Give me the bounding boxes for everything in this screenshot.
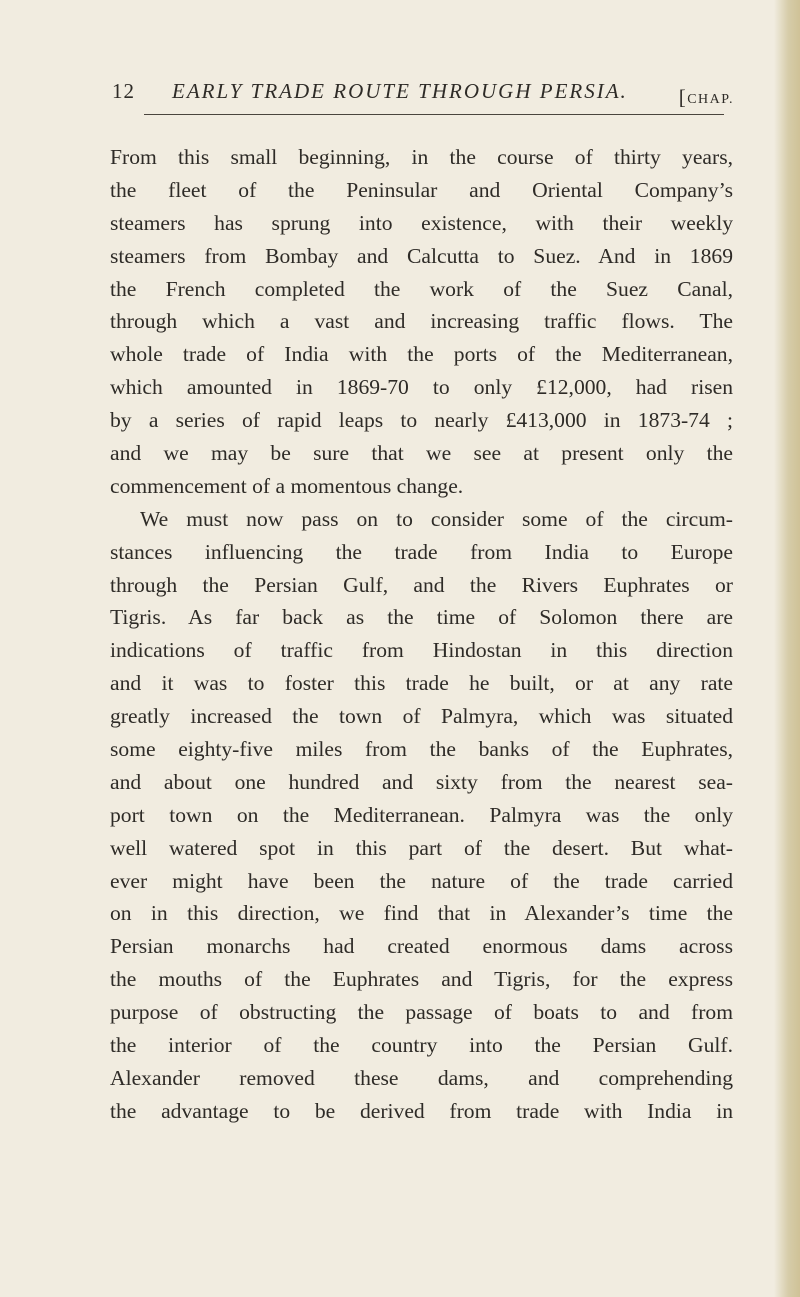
text-line: the advantage to be derived from trade with India in [110,1098,733,1123]
text-line: the mouths of the Euphrates and Tigris, for the express [110,967,733,992]
text-line: indications of traffic from Hindostan in this direction [110,638,733,663]
chapter-marker-text: CHAP. [687,92,734,107]
running-head [112,79,734,111]
text-line: and it was to foster this trade he built, or at any rate [110,671,733,696]
text-line: well watered spot in this part of the desert. But what- [110,835,733,860]
text-line: stances influencing the trade from India to Europe [110,539,733,564]
text-line: commencement of a momentous change. [110,473,464,498]
text-line: From this small beginning, in the course of thirty years, [110,145,733,169]
text-line: port town on the Mediterranean. Palmyra was the only [110,802,733,827]
text-line: and we may be sure that we see at present only the [110,441,733,466]
text-line: through which a vast and increasing traffic flows. The [110,309,733,334]
page-edge-shadow [774,0,800,1297]
text-line: on in this direction, we find that in Alexander’s time the [110,901,733,926]
text-line: purpose of obstructing the passage of boats to and from [110,1000,733,1025]
text-line: the French completed the work of the Suez Canal, [110,276,733,301]
text-line: ever might have been the nature of the trade carried [110,868,733,893]
header-rule [144,114,724,115]
text-line: greatly increased the town of Palmyra, which was situated [110,704,733,729]
text-line: the interior of the country into the Persian Gulf. [110,1033,733,1058]
text-line: We must now pass on to consider some of the circum- [140,506,733,531]
body-text [110,141,733,1128]
paragraph-2 [110,503,733,1128]
text-line: some eighty-five miles from the banks of the Euphrates, [110,737,733,762]
running-title: EARLY TRADE ROUTE THROUGH PERSIA. [172,79,628,103]
text-line: through the Persian Gulf, and the Rivers Euphrates or [110,572,733,597]
text-line: steamers has sprung into existence, with their weekly [110,210,733,235]
text-line: by a series of rapid leaps to nearly £413,000 in 1873-74 ; [110,408,733,433]
text-line: whole trade of India with the ports of the Mediterranean, [110,342,733,367]
paragraph-1 [110,141,733,503]
text-line: Tigris. As far back as the time of Solomon there are [110,605,733,630]
page-number: 12 [112,79,135,103]
text-line: Persian monarchs had created enormous dams across [110,934,733,959]
text-line: and about one hundred and sixty from the nearest sea- [110,769,733,794]
text-line: steamers from Bombay and Calcutta to Suez. And in 1869 [110,243,733,268]
text-line: Alexander removed these dams, and comprehending [110,1065,733,1090]
text-line: which amounted in 1869-70 to only £12,000, had risen [110,375,733,400]
chapter-marker: [CHAP. [678,85,734,109]
text-line: the fleet of the Peninsular and Oriental Company’s [110,177,733,202]
